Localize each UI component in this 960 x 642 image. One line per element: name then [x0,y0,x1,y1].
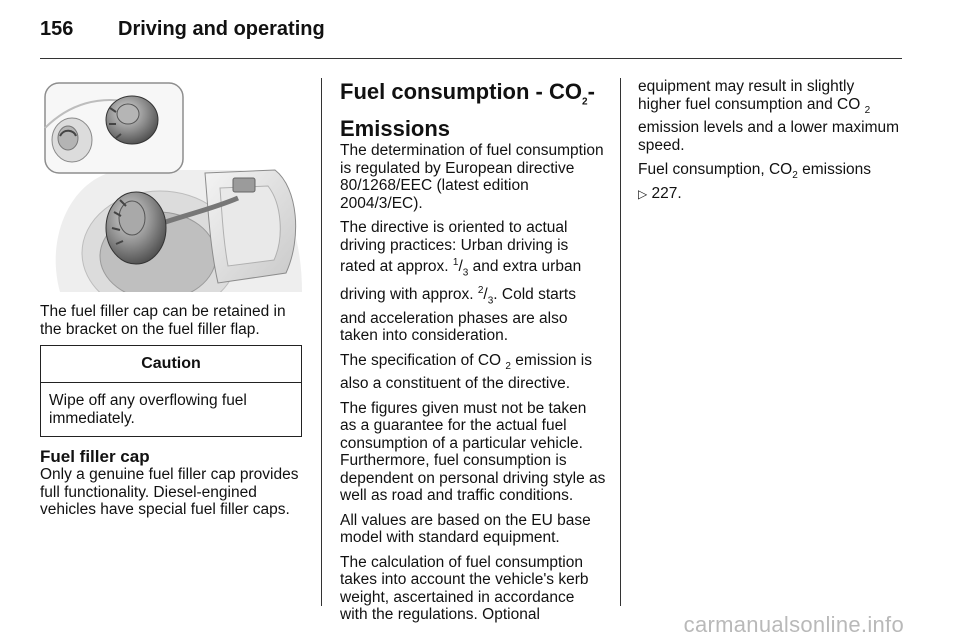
paragraph: The calculation of fuel consumption takes into account the vehicle's kerb weight, ascertained in accordance with the regulations. Optional [340,553,589,624]
section-text: Only a genuine fuel filler cap provides full functionality. Diesel-engined vehicles have special fuel filler caps. [40,466,299,518]
illustration-caption: The fuel filler cap can be retained in the bracket on the fuel filler flap. [40,303,286,338]
paragraph [638,78,900,154]
paragraph: The figures given must not be taken as a guarantee for the actual fuel consumption of a particular vehicle. Furthermore, fuel consumption is dependent on personal driving style as well as road and traffic conditions. [340,399,606,505]
page-number: 156 [40,18,74,40]
subscript: 2 [792,170,798,182]
paragraph [340,352,606,393]
text: emissions [797,161,871,179]
text: The directive is oriented to actual driving practices: Urban driving is rated at approx. [340,219,569,276]
header-rule [40,58,902,59]
title-subscript: 2 [582,96,588,108]
text: Fuel consumption, CO [638,161,793,179]
column-divider [321,78,322,606]
paragraph: The determination of fuel consumption is regulated by European directive 80/1268/EEC (latest edition 2004/3/EC). [340,142,604,212]
page-reference-link[interactable]: 227. [647,184,682,202]
caution-text: Wipe off any overflowing fuel immediately. [49,392,247,427]
text: . Cold starts and acceleration phases are also taken into consideration. [340,286,576,345]
watermark: carmanualsonline.info [683,612,904,637]
title-line2: Emissions [340,116,451,142]
text: equipment may result in slightly higher fuel consumption and CO [638,78,865,113]
page-title: Driving and operating [118,18,325,40]
fuel-filler-illustration [40,78,302,292]
text: emission is also a constituent of the directive. [340,351,592,393]
section-heading: Fuel filler cap [40,447,150,466]
title-hyphen: - [587,79,595,104]
section-title [340,78,606,142]
title-text: Fuel consumption - CO [340,79,582,104]
paragraph [638,161,900,203]
subscript: 2 [864,104,871,116]
text: emission levels and a lower maximum speed. [638,119,900,154]
page-header [40,18,325,41]
left-caption [40,303,310,338]
fraction-num: 1 [452,257,459,269]
caution-box [40,345,302,437]
fraction-num: 2 [477,285,484,297]
middle-column [340,78,606,631]
fraction-den: 3 [462,267,469,279]
right-column [638,78,900,210]
paragraph: All values are based on the EU base model with standard equipment. [340,511,591,547]
caution-title: Caution [41,346,301,383]
subscript: 2 [505,360,511,372]
text: The specification of CO [340,351,506,369]
fuel-filler-cap-section [40,447,308,519]
fraction-den: 3 [487,295,494,307]
paragraph: The directive is oriented to actual driving practices: Urban driving is rated at approx. $^1/_3$ and extra urban driving with approx. $^2/_3$. Cold starts and acceleration phases are also taken into consideration. [340,219,582,345]
column-divider [620,78,621,606]
reference-arrow-icon: ▷ [638,186,648,201]
text: and extra urban driving with approx. [340,258,582,304]
